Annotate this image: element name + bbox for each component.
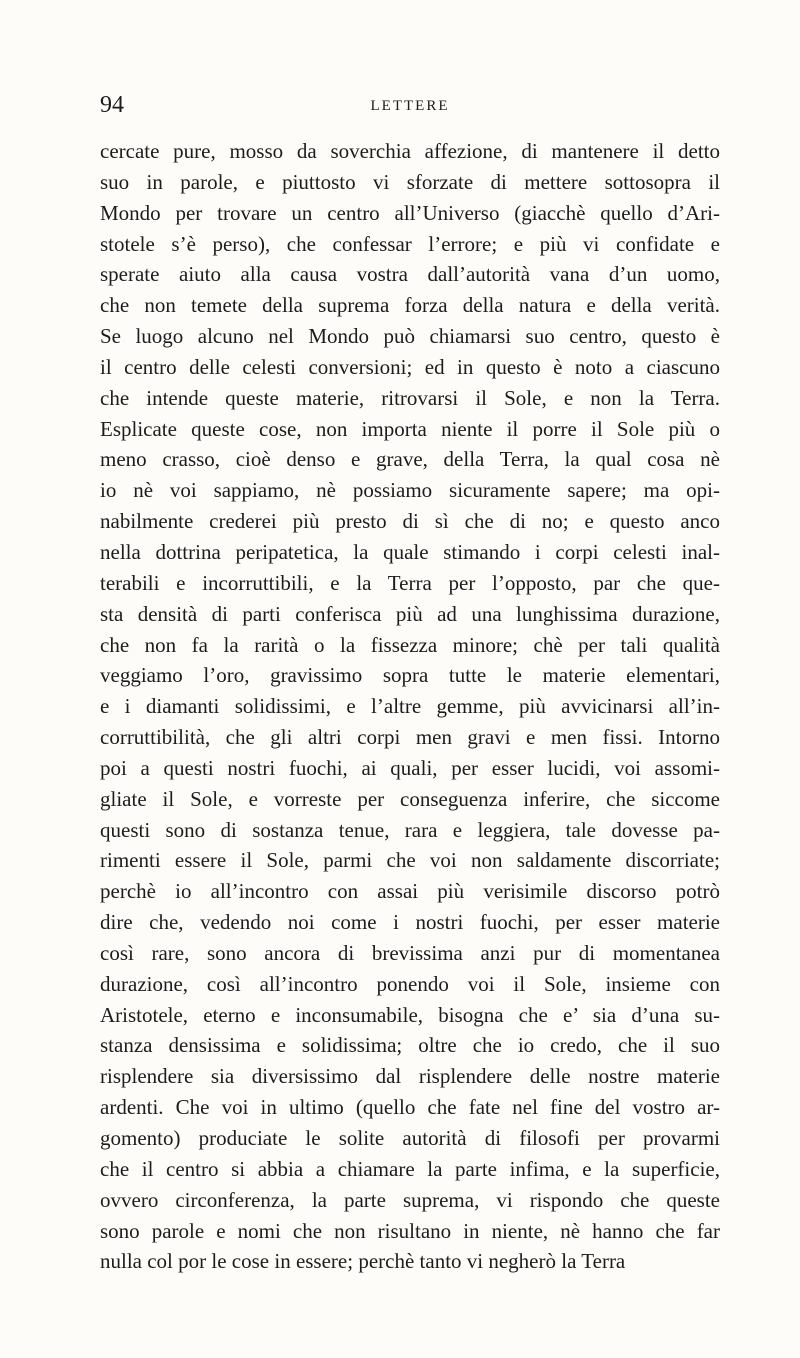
text-line: cercate pure, mosso da soverchia affezione, di mantenere il detto (100, 139, 720, 163)
text-line: che intende queste materie, ritrovarsi il Sole, e non la Terra. (100, 385, 720, 410)
text-line: gliate il Sole, e vorreste per conseguenza inferire, che siccome (100, 786, 720, 811)
page-number: 94 (100, 92, 124, 118)
text-line: stotele s’è perso), che confessar l’errore; e più vi confidate e (100, 231, 720, 256)
text-line: Aristotele, eterno e inconsumabile, bisogna che e’ sia d’una su- (100, 1002, 720, 1027)
text-line: suo in parole, e piuttosto vi sforzate di mettere sottosopra il (100, 169, 720, 194)
body-text (100, 136, 720, 1277)
text-line: meno crasso, cioè denso e grave, della Terra, la qual cosa nè (100, 447, 720, 472)
text-line: perchè io all’incontro con assai più verisimile discorso potrò (100, 879, 720, 904)
text-line: che non fa la rarità o la fissezza minore; chè per tali qualità (100, 632, 720, 657)
running-title: LETTERE (370, 98, 450, 114)
text-line: stanza densissima e solidissima; oltre che io credo, che il suo (100, 1033, 720, 1058)
text-line: corruttibilità, che gli altri corpi men gravi e men fissi. Intorno (100, 725, 720, 750)
text-line: Se luogo alcuno nel Mondo può chiamarsi suo centro, questo è (100, 324, 720, 349)
text-line: che non temete della suprema forza della natura e della verità. (100, 293, 720, 318)
text-line: io nè voi sappiamo, nè possiamo sicuramente sapere; ma opi- (100, 478, 720, 503)
text-line: Mondo per trovare un centro all’Universo (giacchè quello d’Ari- (100, 200, 720, 225)
text-line: così rare, sono ancora di brevissima anzi pur di momentanea (100, 940, 720, 965)
text-line: e i diamanti solidissimi, e l’altre gemme, più avvicinarsi all’in- (100, 694, 720, 719)
text-line: ovvero circonferenza, la parte suprema, vi rispondo che queste (100, 1187, 720, 1212)
text-line: dire che, vedendo noi come i nostri fuochi, per esser materie (100, 910, 720, 935)
text-line: gomento) produciate le solite autorità di filosofi per provarmi (100, 1126, 720, 1150)
text-line: sono parole e nomi che non risultano in niente, nè hanno che far (100, 1218, 720, 1243)
text-line: risplendere sia diversissimo dal risplendere delle nostre materie (100, 1064, 720, 1089)
text-line: veggiamo l’oro, gravissimo sopra tutte le materie elementari, (100, 663, 720, 688)
text-line: ardenti. Che voi in ultimo (quello che fate nel fine del vostro ar- (100, 1095, 720, 1120)
text-line: che il centro si abbia a chiamare la parte infima, e la superficie, (100, 1156, 720, 1181)
text-line: Esplicate queste cose, non importa niente il porre il Sole più o (100, 416, 720, 441)
text-line: il centro delle celesti conversioni; ed in questo è noto a ciascuno (100, 354, 720, 379)
text-line: sta densità di parti conferisca più ad una lunghissima durazione, (100, 601, 720, 626)
text-line: poi a questi nostri fuochi, ai quali, per esser lucidi, voi assomi- (100, 755, 720, 780)
text-line: nella dottrina peripatetica, la quale stimando i corpi celesti inal- (100, 539, 720, 564)
page-header (100, 93, 720, 123)
text-line: nabilmente crederei più presto di sì che di no; e questo anco (100, 509, 720, 534)
text-line: sperate aiuto alla causa vostra dall’autorità vana d’un uomo, (100, 262, 720, 287)
text-line: nulla col por le cose in essere; perchè tanto vi negherò la Terra (100, 1249, 626, 1274)
text-line: durazione, così all’incontro ponendo voi il Sole, insieme con (100, 971, 720, 996)
text-line: terabili e incorruttibili, e la Terra per l’opposto, par che que- (100, 570, 720, 595)
text-line: rimenti essere il Sole, parmi che voi non saldamente discorriate; (100, 848, 720, 873)
text-line: questi sono di sostanza tenue, rara e leggiera, tale dovesse pa- (100, 817, 720, 842)
